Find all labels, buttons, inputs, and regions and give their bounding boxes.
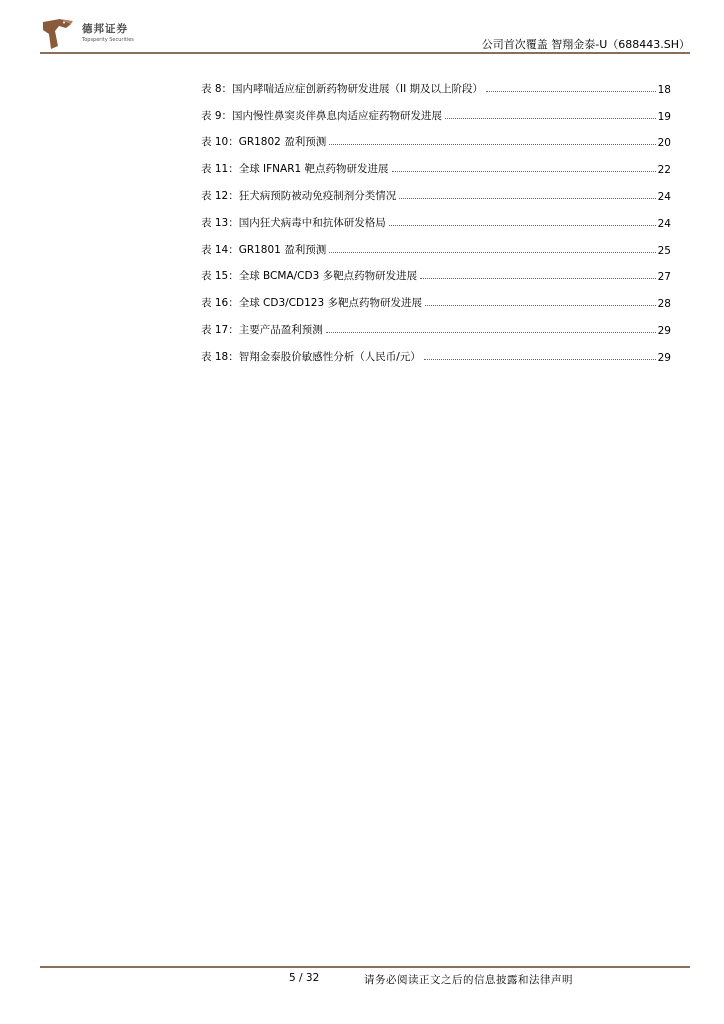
toc-leader-dots — [445, 118, 656, 119]
toc-entry-page: 22 — [657, 164, 671, 177]
toc-leader-dots — [329, 144, 655, 145]
toc-leader-dots — [399, 198, 655, 199]
toc-entry-label: 表 9：国内慢性鼻窦炎伴鼻息肉适应症药物研发进展 — [201, 109, 443, 122]
toc-entry[interactable] — [201, 337, 671, 364]
toc-entry-label: 表 8：国内哮喘适应症创新药物研发进展（II 期及以上阶段） — [201, 82, 484, 95]
toc-entry[interactable] — [201, 310, 671, 337]
page-number: 5 / 32 — [289, 972, 320, 984]
toc-entry-page: 28 — [657, 298, 671, 311]
toc-entry[interactable] — [201, 203, 671, 230]
report-header-title: 公司首次覆盖 智翔金泰-U（688443.SH） — [481, 38, 690, 51]
toc-entry-page: 24 — [657, 190, 671, 203]
toc-entry-page: 20 — [657, 137, 671, 150]
toc-entry[interactable] — [201, 96, 671, 123]
toc-entry-label: 表 10：GR1802 盈利预测 — [201, 136, 327, 149]
toc-leader-dots — [425, 305, 656, 306]
toc-entry-page: 18 — [657, 83, 671, 96]
toc-entry-label: 表 16：全球 CD3/CD123 多靶点药物研发进展 — [201, 297, 422, 310]
toc-entry-page: 25 — [657, 244, 671, 257]
table-of-figures — [201, 69, 671, 364]
header-divider — [40, 52, 690, 54]
disclaimer-note: 请务必阅读正文之后的信息披露和法律声明 — [364, 974, 573, 986]
logo-mark-icon — [40, 16, 76, 52]
toc-entry[interactable] — [201, 230, 671, 257]
toc-leader-dots — [392, 171, 656, 172]
toc-entry-label: 表 11：全球 IFNAR1 靶点药物研发进展 — [201, 163, 389, 176]
toc-entry[interactable] — [201, 149, 671, 176]
toc-leader-dots — [326, 332, 656, 333]
toc-entry-page: 27 — [657, 271, 671, 284]
toc-leader-dots — [424, 359, 656, 360]
toc-entry[interactable] — [201, 69, 671, 96]
toc-leader-dots — [486, 91, 656, 92]
toc-entry-page: 29 — [657, 324, 671, 337]
toc-entry-label: 表 13：国内狂犬病毒中和抗体研发格局 — [201, 216, 386, 229]
toc-leader-dots — [420, 278, 656, 279]
toc-entry-page: 29 — [657, 351, 671, 364]
toc-entry-page: 24 — [657, 217, 671, 230]
toc-leader-dots — [389, 225, 656, 226]
toc-leader-dots — [329, 252, 655, 253]
toc-entry[interactable] — [201, 123, 671, 150]
logo-chinese-name: 德邦证券 — [82, 23, 128, 35]
toc-entry-label: 表 14：GR1801 盈利预测 — [201, 243, 327, 256]
footer-divider — [40, 966, 690, 968]
logo-english-name: Topsperity Securities — [82, 37, 134, 43]
toc-entry[interactable] — [201, 257, 671, 284]
toc-entry[interactable] — [201, 283, 671, 310]
toc-entry-label: 表 15：全球 BCMA/CD3 多靶点药物研发进展 — [201, 270, 418, 283]
company-logo — [40, 16, 150, 52]
toc-entry-label: 表 18：智翔金泰股价敏感性分析（人民币/元） — [201, 350, 421, 363]
toc-entry-label: 表 12：狂犬病预防被动免疫制剂分类情况 — [201, 189, 397, 202]
toc-entry-label: 表 17：主要产品盈利预测 — [201, 323, 323, 336]
toc-entry[interactable] — [201, 176, 671, 203]
toc-entry-page: 19 — [657, 110, 671, 123]
